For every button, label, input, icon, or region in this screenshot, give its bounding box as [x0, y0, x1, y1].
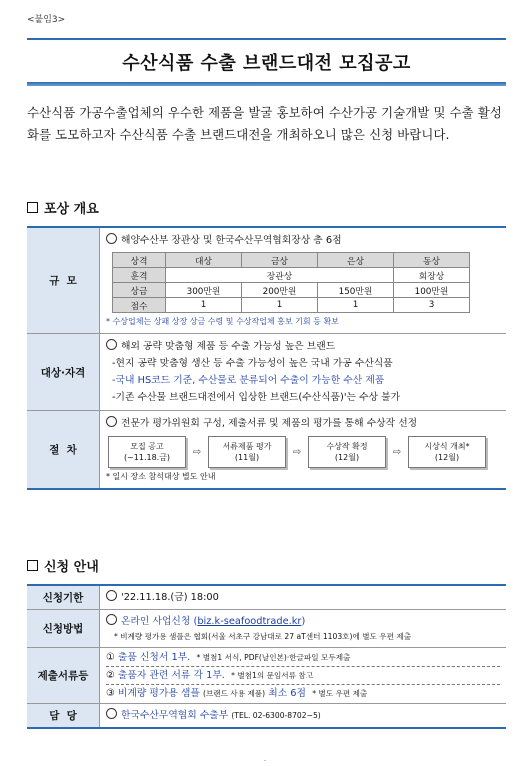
eligibility-label: 대상·자격 — [27, 334, 100, 410]
section1-heading — [27, 198, 99, 217]
scale-summary-text: 해양수산부 장관상 및 한국수산무역협회장상 총 6점 — [121, 235, 342, 246]
step-date: (12월) — [434, 453, 460, 462]
item-paren: (브랜드 사용 제품) — [203, 689, 266, 698]
step-date: (12월) — [334, 453, 360, 462]
document-item — [106, 649, 500, 667]
prize-header-cell: 대상 — [166, 253, 242, 268]
scale-summary — [106, 232, 500, 249]
prize-cell: 200만원 — [242, 283, 318, 298]
item-sub: * 별도 우편 제출 — [312, 689, 368, 698]
prize-cell: 1 — [242, 298, 318, 313]
circle-bullet-icon — [106, 339, 117, 350]
step-date: (~11.18.금) — [123, 453, 171, 462]
eligibility-line — [106, 338, 500, 355]
prize-table — [112, 252, 470, 313]
step-box — [108, 436, 186, 468]
step-box — [308, 436, 386, 468]
prize-header-row — [113, 253, 470, 268]
deadline-cell — [100, 586, 506, 609]
prize-row-count — [113, 298, 470, 313]
prize-header-cell: 은상 — [318, 253, 394, 268]
intro-paragraph: 수산식품 가공수출업체의 우수한 제품을 발굴 홍보하여 수산가공 기술개발 및 수출 활성화를 도모하고자 수산식품 수출 브랜드대전을 개최하오니 많은 신청 바랍니다. — [27, 105, 502, 142]
prize-row-money — [113, 283, 470, 298]
prize-cell: 회장상 — [394, 268, 470, 283]
deadline-row — [27, 586, 506, 610]
procedure-cell — [100, 411, 506, 488]
eligibility-line3: -국내 HS코드 기준, 수산물로 분류되어 수출이 가능한 수산 제품 — [112, 375, 385, 386]
item-number: ① — [106, 652, 115, 663]
page-title: 수산식품 수출 브랜드대전 모집공고 — [122, 53, 411, 74]
procedure-summary-text: 전문가 평가위원회 구성, 제출서류 및 제품의 평가를 통해 수상작 선정 — [121, 418, 418, 429]
step-title: 서류제품 평가 — [222, 442, 272, 451]
prize-cell: 100만원 — [394, 283, 470, 298]
circle-bullet-icon — [106, 416, 117, 427]
scale-note: * 수상업체는 상패 상장 상금 수령 및 수상작업체 홍보 기회 등 확보 — [106, 317, 339, 326]
item-number: ② — [106, 670, 115, 681]
item-main: 비계량 평가용 샘플 — [117, 688, 200, 699]
item-main: 출품 신청서 1부. — [117, 652, 191, 663]
right-arrow-icon: ⇨ — [392, 446, 402, 458]
section2-heading — [27, 556, 99, 575]
method-cell — [100, 610, 506, 647]
step-title: 모집 공고 — [130, 442, 164, 451]
method-note: * 비계량 평가용 샘플은 협회(서울 서초구 강남대로 27 aT센터 1103호)에 별도 우편 제출 — [114, 632, 412, 641]
prize-row-rank — [113, 268, 470, 283]
method-label: 신청방법 — [27, 610, 100, 647]
step-title: 시상식 개최* — [424, 442, 470, 451]
checkbox-square-icon — [27, 202, 38, 213]
scale-cell — [100, 228, 506, 333]
prize-cell: 1 — [166, 298, 242, 313]
right-arrow-icon: ⇨ — [292, 446, 302, 458]
contact-row — [27, 704, 506, 727]
deadline-label: 신청기한 — [27, 586, 100, 609]
right-arrow-icon: ⇨ — [192, 446, 202, 458]
method-row — [27, 610, 506, 648]
method-line: 온라인 사업신청 (biz.k-seafoodtrade.kr) — [106, 613, 500, 630]
section2-heading-text: 신청 안내 — [44, 560, 99, 575]
eligibility-cell — [100, 334, 506, 410]
application-site-link[interactable]: biz.k-seafoodtrade.kr — [197, 616, 302, 627]
circle-bullet-icon — [106, 590, 117, 601]
deadline-line — [106, 589, 500, 606]
prize-cell: 1 — [318, 298, 394, 313]
item-sub: * 별첨1의 문임서류 참고 — [231, 671, 314, 680]
circle-bullet-icon — [106, 233, 117, 244]
document-item — [106, 685, 500, 702]
document-item — [106, 667, 500, 685]
prize-row-label: 상금 — [113, 283, 166, 298]
prize-row-label: 점수 — [113, 298, 166, 313]
eligibility-line1: 해외 공략 맞춤형 제품 등 수출 가능성 높은 브랜드 — [121, 341, 336, 352]
contact-cell — [100, 704, 506, 727]
prize-cell: 장관상 — [166, 268, 394, 283]
scale-label: 규 모 — [27, 228, 100, 333]
item-main2: 최소 6점 — [268, 688, 306, 699]
contact-tel: (TEL. 02-6300-8702~5) — [231, 711, 321, 720]
prize-cell: 300만원 — [166, 283, 242, 298]
award-overview-table — [27, 226, 506, 490]
method-value: 온라인 사업신청 — [121, 616, 191, 627]
step-box — [408, 436, 486, 468]
contact-line — [106, 707, 500, 724]
prize-row-label: 훈격 — [113, 268, 166, 283]
circle-bullet-icon — [106, 614, 117, 625]
item-main: 출품자 관련 서류 각 1부. — [117, 670, 225, 681]
procedure-row — [27, 411, 506, 488]
step-box — [208, 436, 286, 468]
documents-row — [27, 648, 506, 704]
documents-label: 제출서류등 — [27, 648, 100, 703]
scale-row — [27, 228, 506, 334]
prize-header-cell: 동상 — [394, 253, 470, 268]
item-sub: * 별첨1 서식, PDF(날인본)·한글파일 모두제출 — [196, 653, 351, 662]
title-bar — [27, 38, 506, 86]
item-number: ③ — [106, 688, 115, 699]
application-table — [27, 584, 506, 729]
deadline-value: '22.11.18.(금) 18:00 — [121, 592, 219, 603]
checkbox-square-icon — [27, 560, 38, 571]
eligibility-row — [27, 334, 506, 411]
procedure-note: * 일시 장소 참석대상 별도 안내 — [106, 472, 216, 481]
procedure-steps — [108, 436, 500, 468]
step-title: 수상작 확정 — [326, 442, 368, 451]
prize-header-cell: 상격 — [113, 253, 166, 268]
eligibility-line2: -현지 공략 맞춤형 생산 등 수출 가능성이 높은 국내 가공 수산식품 — [112, 358, 393, 369]
prize-cell: 150만원 — [318, 283, 394, 298]
prize-cell: 3 — [394, 298, 470, 313]
contact-label: 담 당 — [27, 704, 100, 727]
prize-header-cell: 금상 — [242, 253, 318, 268]
contact-value: 한국수산무역협회 수출부 — [121, 710, 229, 721]
title-bottom-rule — [27, 82, 506, 86]
page-mark: - — [264, 757, 267, 764]
eligibility-line4: -기존 수산물 브랜드대전에서 입상한 브랜드(수산식품)'는 수상 불가 — [112, 392, 401, 403]
step-date: (11월) — [234, 453, 260, 462]
procedure-label: 절 차 — [27, 411, 100, 488]
circle-bullet-icon — [106, 708, 117, 719]
documents-cell — [100, 648, 506, 703]
doc-label: <붙임3> — [27, 15, 66, 25]
section1-heading-text: 포상 개요 — [44, 202, 99, 217]
procedure-summary — [106, 415, 500, 432]
